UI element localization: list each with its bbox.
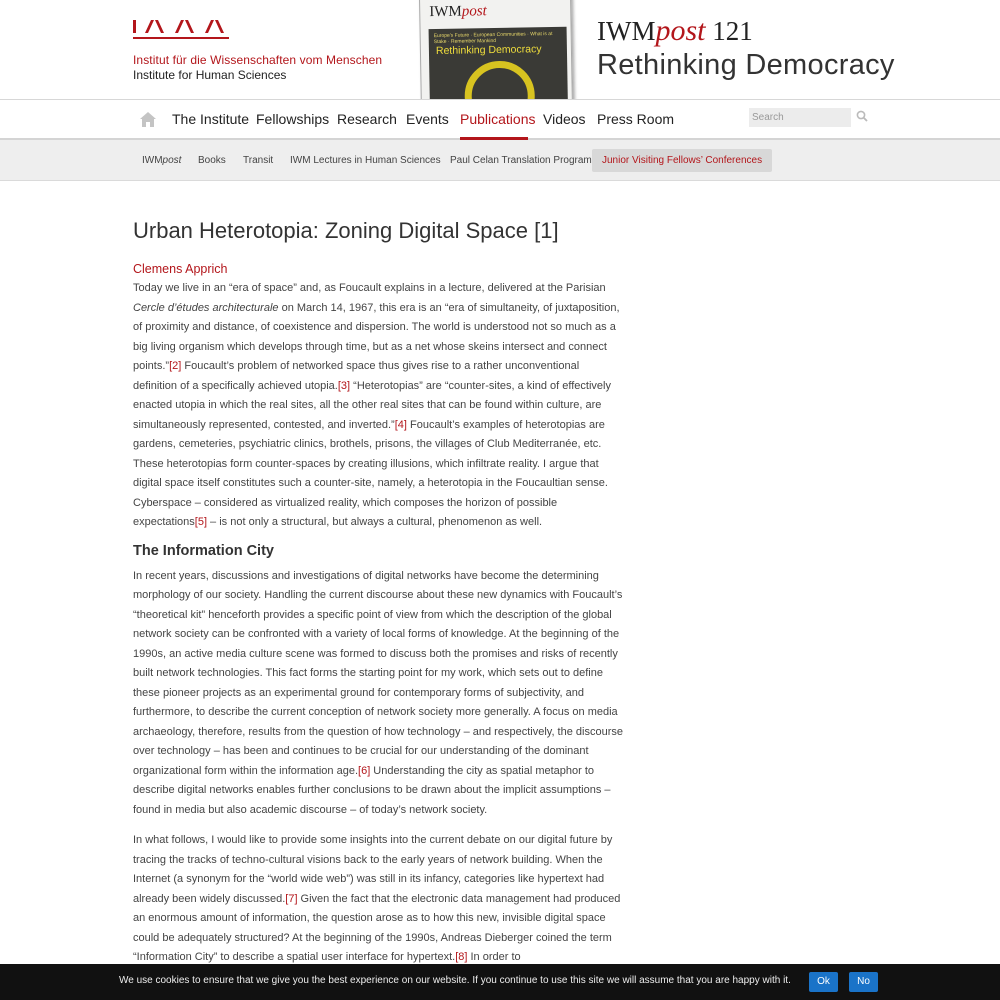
footnote-link[interactable]: [4]: [394, 418, 407, 431]
footnote-link[interactable]: [6]: [358, 764, 371, 777]
logo-text-english: Institute for Human Sciences: [133, 68, 287, 82]
article: [133, 218, 623, 968]
nav-fellowships[interactable]: Fellowships: [256, 111, 330, 127]
subnav-iwmpost[interactable]: IWMpost: [142, 155, 182, 166]
subnav-transit[interactable]: Transit: [243, 155, 274, 166]
cookie-no-button[interactable]: No: [849, 972, 878, 992]
cover-art-title: Rethinking Democracy: [435, 43, 542, 58]
main-navigation: [0, 99, 1000, 140]
cookie-consent-bar: [0, 964, 1000, 1000]
nav-publications[interactable]: Publications: [460, 111, 536, 127]
subnav-iwm-lectures[interactable]: IWM Lectures in Human Sciences: [290, 155, 441, 166]
subnav-paul-celan[interactable]: Paul Celan Translation Program: [450, 155, 592, 166]
nav-the-institute[interactable]: The Institute: [172, 111, 250, 127]
issue-title: IWMpost 121: [597, 14, 753, 47]
logo-text-german: Institut für die Wissenschaften vom Menschen: [133, 53, 383, 67]
footnote-link[interactable]: [2]: [169, 360, 182, 372]
publication-title[interactable]: [597, 14, 895, 82]
search-input[interactable]: [749, 108, 851, 127]
footnote-link[interactable]: [3]: [337, 379, 351, 392]
article-paragraph: In recent years, discussions and investigations of digital networks have become the determining morphology of our society. Handling the current discourse about these new dynamics with Foucault’s “theoretical kit” henceforth provides a specific point of view from which the description of the global network society can be confronted with a variety of local forms of knowledge. At the beginning of the 1990s, an active media culture scene was formed to discuss both the promises and risks of recently built network technologies. This fact forms the starting point for my work, which sets out to define these pioneer projects as an experimental ground for contemporary forms of subjectivity, and furthermore, to describe the current conception of network society more generally. A focus on media archaeology, therefore, results from the question of how technology – and respectively, the discourse over technology – has been and continues to be crucial for our understanding of the dominant organizational form within the information age.[6] Understanding the city as spatial metaphor to describe digital networks enables further conclusions to be drawn about the implicit assumptions – found in media but also academic discourse – of today’s network society.: [133, 569, 623, 816]
footnote-link[interactable]: [7]: [285, 892, 298, 905]
nav-events[interactable]: Events: [406, 111, 449, 127]
iwm-logo[interactable]: [133, 20, 383, 82]
iwmpost-cover-image[interactable]: [416, 0, 579, 99]
article-author[interactable]: Clemens Apprich: [133, 262, 228, 276]
cover-artwork: [429, 27, 569, 99]
cookie-message: We use cookies to ensure that we give you the best experience on our website. If you continue to use this site we will assume that you are happy with it.: [119, 975, 791, 986]
sub-navigation: [0, 140, 1000, 181]
nav-press-room[interactable]: Press Room: [597, 111, 675, 127]
search-icon[interactable]: [856, 110, 868, 122]
nav-research[interactable]: Research: [337, 111, 397, 127]
article-title: Urban Heterotopia: Zoning Digital Space [1]: [133, 218, 559, 243]
iwm-logo-mark: [133, 20, 229, 40]
footnote-link[interactable]: [5]: [194, 516, 207, 528]
issue-subtitle: Rethinking Democracy: [597, 49, 895, 81]
section-heading: The Information City: [133, 542, 274, 559]
home-icon[interactable]: [140, 112, 156, 127]
site-header: [0, 0, 1000, 99]
cookie-ok-button[interactable]: Ok: [809, 972, 838, 992]
cover-blurb: Europe's Future · European Communities · What is at Stake · Remember Mankind: [433, 31, 553, 46]
subnav-books[interactable]: Books: [198, 155, 226, 166]
cover-title: IWMpost: [429, 3, 487, 21]
footnote-link[interactable]: [8]: [455, 951, 468, 963]
cover-circle-graphic: [464, 60, 535, 99]
cover-page: [419, 0, 573, 99]
nav-videos[interactable]: Videos: [543, 111, 586, 127]
article-paragraph: Today we live in an “era of space” and, as Foucault explains in a lecture, delivered at the Parisian Cercle d’études architecturale on March 14, 1967, this era is an “era of simultaneity, of juxtaposition, of proximity and distance, of coexistence and dispersion. The world is understood not so much as a big living organism which develops through time, but as a net whose skeins intersect and connect points.”[2] Foucault’s problem of networked space thus gives rise to a rather unconventional definition of a specifically achieved utopia.[3] “Heterotopias” are “counter-sites, a kind of effectively enacted utopia in which the real sites, all the other real sites that can be found within culture, are simultaneously represented, contested, and inverted.”[4] Foucault’s examples of heterotopias are gardens, cemeteries, psychiatric clinics, brothels, prisons, the villages of Club Mediterranée, etc. These heterotopias form counter-spaces by creating illusions, which infiltrate reality. I argue that digital space itself constitutes such a counter-site, namely, a heterotopia in the Foucaultian sense. Cyberspace – considered as virtualized reality, which composes the horizon of possible expectations[5] – is not only a structural, but always a cultural, phenomenon as well.: [133, 282, 620, 528]
article-paragraph: In what follows, I would like to provide some insights into the current debate on our digital future by tracing the tracks of techno-cultural visions back to the early years of network building. When the Internet (a synonym for the “world wide web”) was still in its infancy, categories like hypertext had already been widely discussed.[7] Given the fact that the electronic data management had produced an enormous amount of information, the question arose as to how this new, invisible digital space could be adequately structured? At the beginning of the 1990s, Andreas Dieberger coined the term “Information City” to describe a spatial user interface for hypertext.[8] In order to: [133, 834, 621, 963]
subnav-junior-fellows-conferences[interactable]: Junior Visiting Fellows’ Conferences: [592, 149, 772, 172]
